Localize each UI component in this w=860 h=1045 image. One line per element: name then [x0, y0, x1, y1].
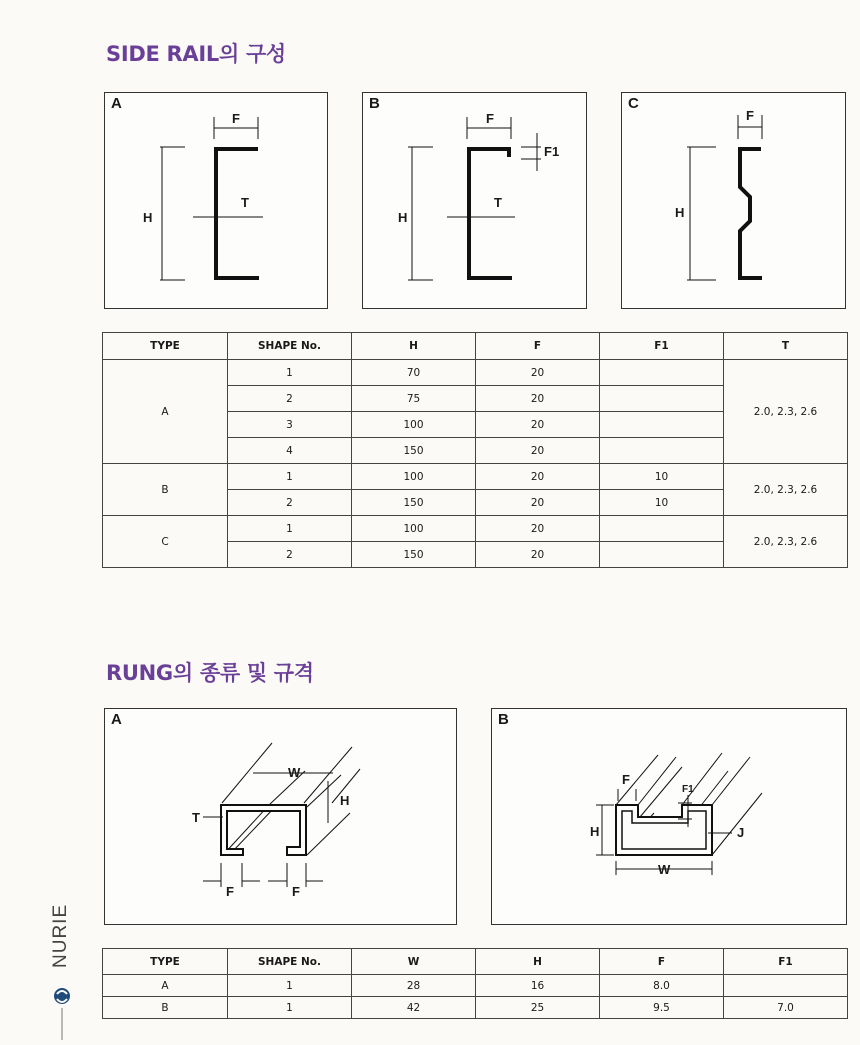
side-rail-panel-a — [104, 92, 328, 309]
h-cell: 75 — [352, 386, 476, 412]
panel-label: C — [628, 95, 639, 112]
rung-a-diagram — [105, 709, 458, 926]
col-header-shape: SHAPE No. — [228, 333, 352, 360]
rung-b-diagram — [492, 709, 848, 926]
f1-cell: 10 — [600, 464, 724, 490]
shape-cell: 1 — [228, 975, 352, 997]
table-row — [103, 516, 848, 542]
type-cell: C — [103, 516, 228, 568]
side-rail-panel-c — [621, 92, 846, 309]
shape-cell: 1 — [228, 464, 352, 490]
type-cell: B — [103, 997, 228, 1019]
f1-cell — [600, 412, 724, 438]
dim-h: H — [675, 205, 685, 220]
f-cell: 20 — [476, 490, 600, 516]
col-header-h: H — [352, 333, 476, 360]
f-cell: 20 — [476, 464, 600, 490]
col-header-f: F — [600, 949, 724, 975]
f-cell: 20 — [476, 360, 600, 386]
h-cell: 16 — [476, 975, 600, 997]
rung-table — [102, 948, 848, 1019]
dim-f: F — [232, 111, 240, 126]
f-cell: 20 — [476, 386, 600, 412]
f1-cell — [600, 386, 724, 412]
dim-f1: F1 — [682, 784, 694, 795]
side-rail-c-diagram — [622, 93, 847, 310]
f1-cell — [600, 516, 724, 542]
shape-cell: 2 — [228, 542, 352, 568]
shape-cell: 4 — [228, 438, 352, 464]
h-cell: 150 — [352, 438, 476, 464]
shape-cell: 3 — [228, 412, 352, 438]
w-cell: 28 — [352, 975, 476, 997]
dim-f-right: F — [292, 884, 300, 899]
h-cell: 150 — [352, 490, 476, 516]
dim-w: W — [658, 862, 671, 877]
col-header-w: W — [352, 949, 476, 975]
col-header-shape: SHAPE No. — [228, 949, 352, 975]
rung-panel-a — [104, 708, 457, 925]
f1-cell — [600, 542, 724, 568]
dim-t: T — [241, 195, 249, 210]
rung-title: RUNG의 종류 및 규격 — [106, 661, 314, 685]
h-cell: 100 — [352, 464, 476, 490]
table-row — [103, 975, 848, 997]
dim-h: H — [398, 210, 408, 225]
f-cell: 9.5 — [600, 997, 724, 1019]
side-rail-title: SIDE RAIL의 구성 — [106, 42, 286, 66]
col-header-h: H — [476, 949, 600, 975]
col-header-f: F — [476, 333, 600, 360]
dim-f: F — [622, 772, 630, 787]
f-cell: 20 — [476, 516, 600, 542]
f1-cell — [724, 975, 848, 997]
dim-h: H — [143, 210, 153, 225]
h-cell: 100 — [352, 412, 476, 438]
h-cell: 150 — [352, 542, 476, 568]
panel-label: B — [369, 95, 380, 112]
type-cell: B — [103, 464, 228, 516]
f-cell: 20 — [476, 412, 600, 438]
side-rail-table — [102, 332, 848, 568]
rung-panel-b — [491, 708, 847, 925]
dim-f-left: F — [226, 884, 234, 899]
shape-cell: 1 — [228, 516, 352, 542]
type-cell: A — [103, 360, 228, 464]
dim-f: F — [746, 108, 754, 123]
col-header-f1: F1 — [600, 333, 724, 360]
f1-cell — [600, 438, 724, 464]
f1-cell: 10 — [600, 490, 724, 516]
side-rail-b-diagram — [363, 93, 588, 310]
dim-t: T — [192, 810, 200, 825]
f-cell: 8.0 — [600, 975, 724, 997]
h-cell: 70 — [352, 360, 476, 386]
type-cell: A — [103, 975, 228, 997]
shape-cell: 1 — [228, 997, 352, 1019]
dim-j: J — [737, 825, 745, 840]
t-cell: 2.0, 2.3, 2.6 — [724, 516, 848, 568]
t-cell: 2.0, 2.3, 2.6 — [724, 464, 848, 516]
t-cell: 2.0, 2.3, 2.6 — [724, 360, 848, 464]
brand-name: NURIE — [50, 903, 71, 968]
col-header-type: TYPE — [103, 949, 228, 975]
shape-cell: 1 — [228, 360, 352, 386]
panel-label: A — [111, 95, 122, 112]
dim-f: F — [486, 111, 494, 126]
shape-cell: 2 — [228, 490, 352, 516]
f-cell: 20 — [476, 542, 600, 568]
w-cell: 42 — [352, 997, 476, 1019]
dim-w: W — [288, 765, 301, 780]
panel-label: A — [111, 711, 122, 728]
table-row — [103, 360, 848, 386]
col-header-type: TYPE — [103, 333, 228, 360]
side-rail-panel-b — [362, 92, 587, 309]
f1-cell — [600, 360, 724, 386]
shape-cell: 2 — [228, 386, 352, 412]
dim-t: T — [494, 195, 502, 210]
h-cell: 25 — [476, 997, 600, 1019]
col-header-f1: F1 — [724, 949, 848, 975]
table-row — [103, 997, 848, 1019]
f-cell: 20 — [476, 438, 600, 464]
h-cell: 100 — [352, 516, 476, 542]
col-header-t: T — [724, 333, 848, 360]
table-row — [103, 464, 848, 490]
f1-cell: 7.0 — [724, 997, 848, 1019]
dim-f1: F1 — [544, 144, 560, 159]
side-rail-a-diagram — [105, 93, 329, 310]
dim-h: H — [340, 793, 350, 808]
dim-h: H — [590, 824, 600, 839]
panel-label: B — [498, 711, 509, 728]
